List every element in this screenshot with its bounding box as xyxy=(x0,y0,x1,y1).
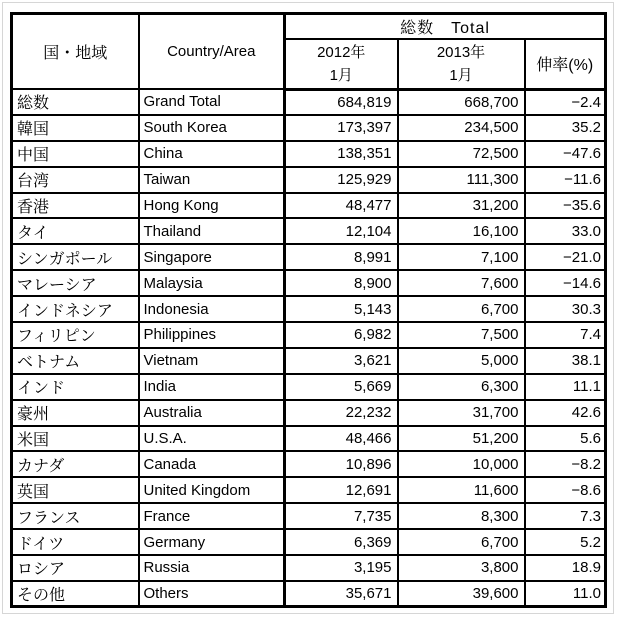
value-2013-cell: 8,300 xyxy=(398,503,525,529)
country-jp-cell: 香港 xyxy=(12,193,139,219)
header-country-en: Country/Area xyxy=(139,14,285,90)
country-en-cell: Vietnam xyxy=(139,348,285,374)
value-2013-cell: 6,700 xyxy=(398,296,525,322)
table-row xyxy=(12,555,606,581)
value-2013-cell: 7,500 xyxy=(398,322,525,348)
table-row xyxy=(12,374,606,400)
table-row xyxy=(12,400,606,426)
value-2013-cell: 72,500 xyxy=(398,141,525,167)
country-en-cell: Canada xyxy=(139,451,285,477)
growth-rate-cell: 11.1 xyxy=(525,374,606,400)
value-2012-cell: 8,991 xyxy=(285,244,398,270)
country-en-cell: China xyxy=(139,141,285,167)
table-row xyxy=(12,89,606,115)
growth-rate-cell: −35.6 xyxy=(525,193,606,219)
country-jp-cell: 総数 xyxy=(12,89,139,115)
value-2012-cell: 12,104 xyxy=(285,218,398,244)
country-jp-cell: インド xyxy=(12,374,139,400)
value-2012-cell: 125,929 xyxy=(285,167,398,193)
country-jp-cell: 米国 xyxy=(12,426,139,452)
value-2013-cell: 11,600 xyxy=(398,477,525,503)
value-2012-cell: 12,691 xyxy=(285,477,398,503)
header-2012-year-label: 2012年 xyxy=(317,43,366,61)
growth-rate-cell: −47.6 xyxy=(525,141,606,167)
country-en-cell: Hong Kong xyxy=(139,193,285,219)
table-row xyxy=(12,115,606,141)
header-2013-month-label: 1月 xyxy=(449,66,473,84)
country-en-cell: Indonesia xyxy=(139,296,285,322)
value-2013-cell: 31,700 xyxy=(398,400,525,426)
value-2012-cell: 684,819 xyxy=(285,89,398,115)
value-2013-cell: 39,600 xyxy=(398,581,525,607)
table-row xyxy=(12,141,606,167)
country-jp-cell: マレーシア xyxy=(12,270,139,296)
value-2013-cell: 668,700 xyxy=(398,89,525,115)
country-en-cell: India xyxy=(139,374,285,400)
value-2013-cell: 16,100 xyxy=(398,218,525,244)
growth-rate-cell: 33.0 xyxy=(525,218,606,244)
country-en-cell: France xyxy=(139,503,285,529)
value-2012-cell: 35,671 xyxy=(285,581,398,607)
value-2013-cell: 6,300 xyxy=(398,374,525,400)
country-jp-cell: インドネシア xyxy=(12,296,139,322)
value-2012-cell: 8,900 xyxy=(285,270,398,296)
visitor-statistics-table xyxy=(10,12,607,608)
country-jp-cell: ロシア xyxy=(12,555,139,581)
value-2012-cell: 3,195 xyxy=(285,555,398,581)
value-2013-cell: 111,300 xyxy=(398,167,525,193)
value-2012-cell: 10,896 xyxy=(285,451,398,477)
table-row xyxy=(12,503,606,529)
table-row xyxy=(12,426,606,452)
table-row xyxy=(12,167,606,193)
header-growth-rate: 伸率(%) xyxy=(525,39,606,89)
country-en-cell: Taiwan xyxy=(139,167,285,193)
value-2012-cell: 22,232 xyxy=(285,400,398,426)
growth-rate-cell: 42.6 xyxy=(525,400,606,426)
header-total-group: 総数 Total xyxy=(285,14,606,40)
table-row xyxy=(12,348,606,374)
table-row xyxy=(12,270,606,296)
value-2012-cell: 6,982 xyxy=(285,322,398,348)
table-row xyxy=(12,244,606,270)
value-2012-cell: 6,369 xyxy=(285,529,398,555)
header-2013-year-label: 2013年 xyxy=(436,43,486,61)
value-2012-cell: 138,351 xyxy=(285,141,398,167)
table-row xyxy=(12,322,606,348)
country-en-cell: Thailand xyxy=(139,218,285,244)
growth-rate-cell: 30.3 xyxy=(525,296,606,322)
value-2012-cell: 48,466 xyxy=(285,426,398,452)
value-2013-cell: 6,700 xyxy=(398,529,525,555)
growth-rate-cell: −21.0 xyxy=(525,244,606,270)
value-2012-cell: 5,143 xyxy=(285,296,398,322)
country-en-cell: United Kingdom xyxy=(139,477,285,503)
value-2013-cell: 10,000 xyxy=(398,451,525,477)
table-row xyxy=(12,581,606,607)
growth-rate-cell: 18.9 xyxy=(525,555,606,581)
country-en-cell: Russia xyxy=(139,555,285,581)
country-en-cell: Australia xyxy=(139,400,285,426)
table-row xyxy=(12,193,606,219)
value-2013-cell: 7,100 xyxy=(398,244,525,270)
header-2012-month-label: 1月 xyxy=(329,66,353,84)
header-2013-jan xyxy=(398,39,525,89)
growth-rate-cell: −8.6 xyxy=(525,477,606,503)
table-row xyxy=(12,451,606,477)
country-jp-cell: ドイツ xyxy=(12,529,139,555)
country-en-cell: Philippines xyxy=(139,322,285,348)
growth-rate-cell: 38.1 xyxy=(525,348,606,374)
country-jp-cell: 韓国 xyxy=(12,115,139,141)
growth-rate-cell: −14.6 xyxy=(525,270,606,296)
table-row xyxy=(12,296,606,322)
growth-rate-cell: 5.6 xyxy=(525,426,606,452)
value-2012-cell: 173,397 xyxy=(285,115,398,141)
growth-rate-cell: 7.4 xyxy=(525,322,606,348)
country-jp-cell: 豪州 xyxy=(12,400,139,426)
value-2013-cell: 51,200 xyxy=(398,426,525,452)
growth-rate-cell: 7.3 xyxy=(525,503,606,529)
header-2012-jan xyxy=(285,39,398,89)
value-2013-cell: 3,800 xyxy=(398,555,525,581)
country-jp-cell: 中国 xyxy=(12,141,139,167)
table-row xyxy=(12,529,606,555)
country-en-cell: Others xyxy=(139,581,285,607)
growth-rate-cell: 5.2 xyxy=(525,529,606,555)
table-row xyxy=(12,218,606,244)
value-2012-cell: 7,735 xyxy=(285,503,398,529)
country-jp-cell: タイ xyxy=(12,218,139,244)
value-2012-cell: 48,477 xyxy=(285,193,398,219)
country-jp-cell: カナダ xyxy=(12,451,139,477)
country-en-cell: Singapore xyxy=(139,244,285,270)
country-jp-cell: フィリピン xyxy=(12,322,139,348)
value-2013-cell: 7,600 xyxy=(398,270,525,296)
value-2013-cell: 234,500 xyxy=(398,115,525,141)
country-jp-cell: シンガポール xyxy=(12,244,139,270)
country-en-cell: Germany xyxy=(139,529,285,555)
table-header xyxy=(12,14,606,90)
country-jp-cell: ベトナム xyxy=(12,348,139,374)
value-2013-cell: 31,200 xyxy=(398,193,525,219)
header-country-jp: 国・地域 xyxy=(12,14,139,90)
growth-rate-cell: −11.6 xyxy=(525,167,606,193)
table-body xyxy=(12,89,606,607)
growth-rate-cell: 11.0 xyxy=(525,581,606,607)
country-jp-cell: その他 xyxy=(12,581,139,607)
growth-rate-cell: 35.2 xyxy=(525,115,606,141)
growth-rate-cell: −2.4 xyxy=(525,89,606,115)
country-en-cell: U.S.A. xyxy=(139,426,285,452)
country-jp-cell: 台湾 xyxy=(12,167,139,193)
country-en-cell: South Korea xyxy=(139,115,285,141)
country-en-cell: Grand Total xyxy=(139,89,285,115)
value-2012-cell: 5,669 xyxy=(285,374,398,400)
growth-rate-cell: −8.2 xyxy=(525,451,606,477)
country-jp-cell: フランス xyxy=(12,503,139,529)
value-2013-cell: 5,000 xyxy=(398,348,525,374)
country-en-cell: Malaysia xyxy=(139,270,285,296)
table-row xyxy=(12,477,606,503)
value-2012-cell: 3,621 xyxy=(285,348,398,374)
country-jp-cell: 英国 xyxy=(12,477,139,503)
